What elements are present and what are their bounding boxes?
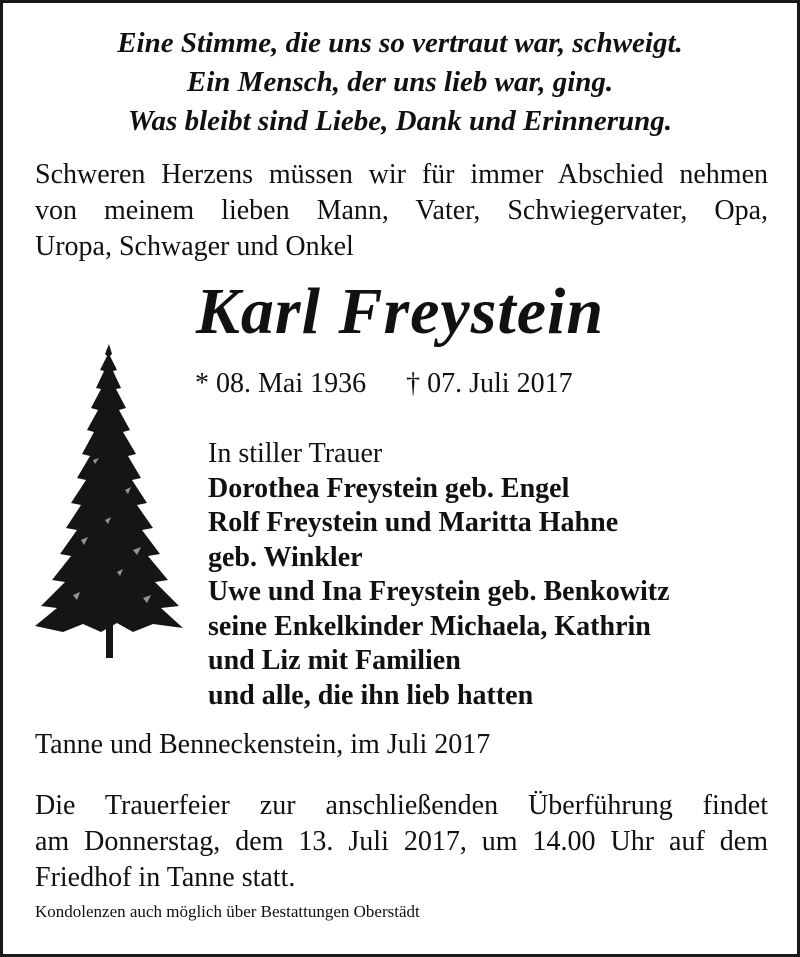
- mourner-line: Dorothea Freystein geb. Engel: [208, 472, 570, 504]
- mourner-line: seine Enkelkinder Michaela, Kathrin: [208, 610, 651, 642]
- motto-line: Was bleibt sind Liebe, Dank und Erinnerung.: [127, 105, 673, 137]
- place-date: Tanne und Benneckenstein, im Juli 2017: [35, 729, 491, 760]
- condolence-note: Kondolenzen auch möglich über Bestattungen Oberstädt: [35, 902, 420, 921]
- funeral-details: [35, 788, 768, 896]
- life-dates: [195, 366, 573, 402]
- mourner-line: Uwe und Ina Freystein geb. Benkowitz: [208, 576, 670, 607]
- mourner-line: und Liz mit Familien: [208, 645, 461, 676]
- motto-line: Eine Stimme, die uns so vertraut war, schweigt.: [117, 27, 683, 59]
- intro-line: von meinem lieben Mann, Vater, Schwiegervater, Opa,: [35, 195, 768, 226]
- birth-date: * 08. Mai 1936: [195, 368, 367, 399]
- motto-line: Ein Mensch, der uns lieb war, ging.: [186, 66, 614, 98]
- death-date: † 07. Juli 2017: [406, 368, 573, 399]
- mourners-intro: In stiller Trauer: [208, 438, 383, 469]
- mourner-line: Rolf Freystein und Maritta Hahne: [208, 507, 619, 538]
- mourner-line: geb. Winkler: [208, 541, 363, 573]
- motto-verse: [40, 24, 760, 141]
- intro-line: Schweren Herzens müssen wir für immer Abschied nehmen: [35, 159, 768, 190]
- ceremony-line: Die Trauerfeier zur anschließenden Überführung findet: [35, 790, 768, 821]
- ceremony-line: am Donnerstag, dem 13. Juli 2017, um 14.00 Uhr auf dem: [35, 826, 768, 857]
- intro-line: Uropa, Schwager und Onkel: [35, 231, 354, 262]
- mourner-line: und alle, die ihn lieb hatten: [208, 679, 534, 711]
- mourners-list: [208, 437, 670, 713]
- farewell-intro: [35, 157, 768, 265]
- fir-tree-icon: [33, 340, 185, 660]
- ceremony-line: Friedhof in Tanne statt.: [35, 862, 296, 893]
- deceased-name: Karl Freystein: [195, 275, 605, 348]
